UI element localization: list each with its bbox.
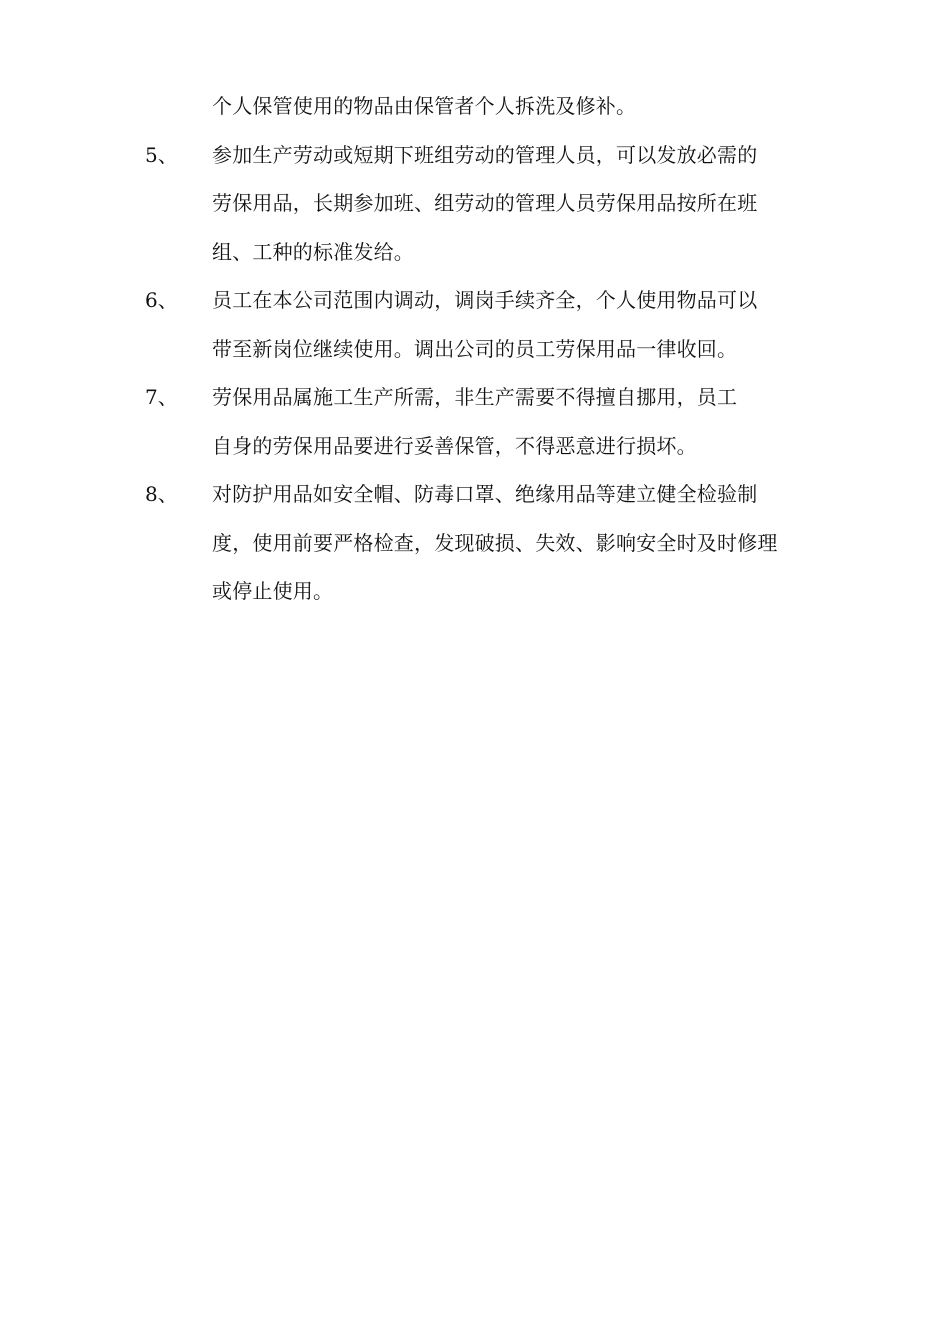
document-body — [0, 82, 950, 616]
list-item-8-line — [0, 567, 950, 616]
list-item-6-line — [0, 325, 950, 374]
paragraph-text: 个人保管使用的物品由保管者个人拆洗及修补。 — [212, 94, 637, 118]
list-item-5 — [0, 131, 950, 180]
list-number: 5、 — [145, 142, 178, 167]
paragraph-text: 对防护用品如安全帽、防毒口罩、绝缘用品等建立健全检验制 — [212, 482, 758, 506]
paragraph-text: 组、工种的标准发给。 — [212, 239, 414, 264]
paragraph-text: 带至新岗位继续使用。调出公司的员工劳保用品一律收回。 — [212, 336, 738, 361]
list-item-5-line — [0, 228, 950, 277]
paragraph-text: 自身的劳保用品要进行妥善保管，不得恶意进行损坏。 — [212, 433, 697, 458]
list-item-8 — [0, 470, 950, 519]
list-item-6 — [0, 276, 950, 325]
paragraph-text: 度，使用前要严格检查，发现破损、失效、影响安全时及时修理 — [212, 530, 778, 555]
list-item-7-line — [0, 422, 950, 471]
list-item-5-line — [0, 179, 950, 228]
paragraph-text: 劳保用品，长期参加班、组劳动的管理人员劳保用品按所在班 — [212, 191, 758, 215]
paragraph-text: 劳保用品属施工生产所需，非生产需要不得擅自挪用，员工 — [212, 385, 738, 409]
list-number: 8、 — [145, 482, 178, 506]
list-item-8-line — [0, 519, 950, 568]
paragraph-text: 员工在本公司范围内调动，调岗手续齐全，个人使用物品可以 — [212, 288, 758, 312]
paragraph-text: 或停止使用。 — [212, 579, 334, 603]
continuation-paragraph — [0, 82, 950, 131]
paragraph-text: 参加生产劳动或短期下班组劳动的管理人员，可以发放必需的 — [212, 142, 758, 167]
list-number: 6、 — [145, 288, 178, 312]
list-item-7 — [0, 373, 950, 422]
list-number: 7、 — [145, 385, 178, 409]
